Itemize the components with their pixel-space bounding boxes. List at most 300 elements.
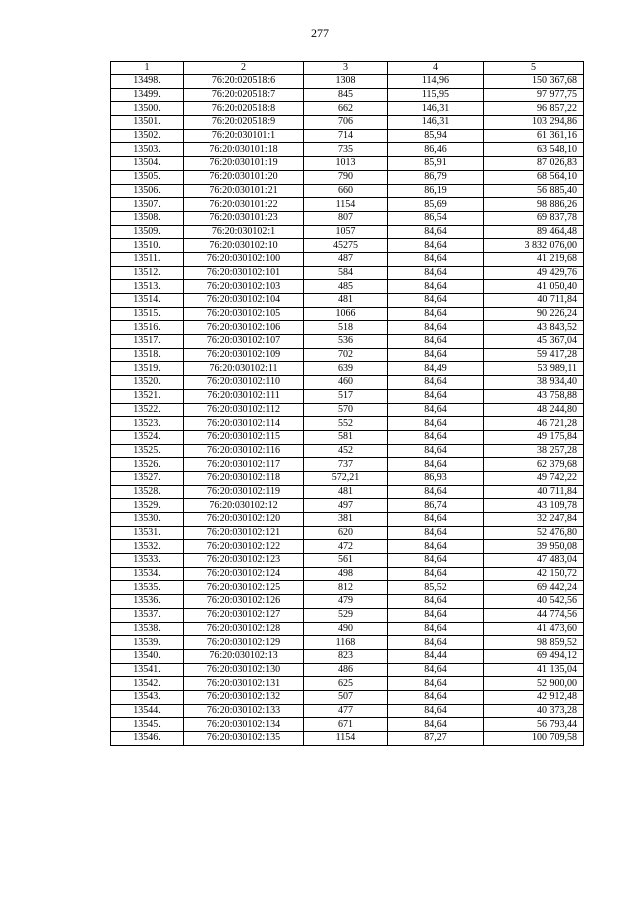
area-cell: 570 [304, 403, 388, 417]
table-row [111, 471, 584, 485]
table-row [111, 608, 584, 622]
row-number-cell: 13541. [111, 663, 184, 677]
value-cell: 96 857,22 [484, 102, 584, 116]
table-row [111, 129, 584, 143]
value-cell: 42 150,72 [484, 567, 584, 581]
value-cell: 32 247,84 [484, 513, 584, 527]
area-cell: 485 [304, 280, 388, 294]
cadastral-number-cell: 76:20:030102:130 [184, 663, 304, 677]
area-cell: 671 [304, 718, 388, 732]
cadastral-number-cell: 76:20:030102:119 [184, 485, 304, 499]
area-cell: 561 [304, 554, 388, 568]
row-number-cell: 13533. [111, 554, 184, 568]
cadastral-number-cell: 76:20:030102:120 [184, 513, 304, 527]
cadastral-number-cell: 76:20:030101:21 [184, 184, 304, 198]
row-number-cell: 13515. [111, 307, 184, 321]
table-row [111, 663, 584, 677]
rate-cell: 84,64 [388, 348, 484, 362]
column-header-5: 5 [484, 62, 584, 75]
value-cell: 69 494,12 [484, 649, 584, 663]
table-row [111, 622, 584, 636]
table-row [111, 444, 584, 458]
row-number-cell: 13518. [111, 348, 184, 362]
column-header-2: 2 [184, 62, 304, 75]
area-cell: 660 [304, 184, 388, 198]
rate-cell: 84,64 [388, 718, 484, 732]
cadastral-number-cell: 76:20:030102:118 [184, 471, 304, 485]
table-row [111, 348, 584, 362]
rate-cell: 86,54 [388, 211, 484, 225]
table-row [111, 513, 584, 527]
area-cell: 812 [304, 581, 388, 595]
rate-cell: 84,64 [388, 430, 484, 444]
row-number-cell: 13509. [111, 225, 184, 239]
cadastral-number-cell: 76:20:030102:131 [184, 677, 304, 691]
area-cell: 481 [304, 485, 388, 499]
rate-cell: 84,64 [388, 636, 484, 650]
table-row [111, 184, 584, 198]
rate-cell: 84,64 [388, 690, 484, 704]
row-number-cell: 13544. [111, 704, 184, 718]
cadastral-number-cell: 76:20:030102:128 [184, 622, 304, 636]
area-cell: 529 [304, 608, 388, 622]
area-cell: 790 [304, 170, 388, 184]
row-number-cell: 13508. [111, 211, 184, 225]
value-cell: 103 294,86 [484, 116, 584, 130]
value-cell: 90 226,24 [484, 307, 584, 321]
cadastral-number-cell: 76:20:030102:116 [184, 444, 304, 458]
value-cell: 40 711,84 [484, 294, 584, 308]
row-number-cell: 13510. [111, 239, 184, 253]
rate-cell: 84,64 [388, 622, 484, 636]
area-cell: 477 [304, 704, 388, 718]
area-cell: 518 [304, 321, 388, 335]
table-row [111, 294, 584, 308]
cadastral-number-cell: 76:20:020518:8 [184, 102, 304, 116]
table-row [111, 417, 584, 431]
rate-cell: 84,64 [388, 294, 484, 308]
cadastral-number-cell: 76:20:030102:127 [184, 608, 304, 622]
area-cell: 490 [304, 622, 388, 636]
cadastral-number-cell: 76:20:030102:101 [184, 266, 304, 280]
cadastral-number-cell: 76:20:030102:107 [184, 335, 304, 349]
cadastral-number-cell: 76:20:030102:104 [184, 294, 304, 308]
cadastral-number-cell: 76:20:030101:22 [184, 198, 304, 212]
area-cell: 620 [304, 526, 388, 540]
table-row [111, 75, 584, 89]
rate-cell: 86,46 [388, 143, 484, 157]
cadastral-number-cell: 76:20:030101:20 [184, 170, 304, 184]
rate-cell: 84,64 [388, 444, 484, 458]
area-cell: 381 [304, 513, 388, 527]
value-cell: 41 135,04 [484, 663, 584, 677]
rate-cell: 146,31 [388, 116, 484, 130]
value-cell: 41 473,60 [484, 622, 584, 636]
value-cell: 49 175,84 [484, 430, 584, 444]
cadastral-number-cell: 76:20:030102:105 [184, 307, 304, 321]
row-number-cell: 13523. [111, 417, 184, 431]
cadastral-number-cell: 76:20:030102:123 [184, 554, 304, 568]
table-row [111, 362, 584, 376]
rate-cell: 84,64 [388, 540, 484, 554]
table-row [111, 225, 584, 239]
row-number-cell: 13525. [111, 444, 184, 458]
row-number-cell: 13538. [111, 622, 184, 636]
rate-cell: 84,44 [388, 649, 484, 663]
value-cell: 41 219,68 [484, 252, 584, 266]
rate-cell: 86,19 [388, 184, 484, 198]
row-number-cell: 13528. [111, 485, 184, 499]
row-number-cell: 13537. [111, 608, 184, 622]
cadastral-number-cell: 76:20:030102:106 [184, 321, 304, 335]
rate-cell: 84,49 [388, 362, 484, 376]
rate-cell: 84,64 [388, 280, 484, 294]
cadastral-number-cell: 76:20:030101:1 [184, 129, 304, 143]
area-cell: 1308 [304, 75, 388, 89]
table-row [111, 554, 584, 568]
value-cell: 69 442,24 [484, 581, 584, 595]
area-cell: 662 [304, 102, 388, 116]
value-cell: 40 373,28 [484, 704, 584, 718]
cadastral-number-cell: 76:20:030102:100 [184, 252, 304, 266]
cadastral-number-cell: 76:20:030102:112 [184, 403, 304, 417]
row-number-cell: 13545. [111, 718, 184, 732]
rate-cell: 84,64 [388, 567, 484, 581]
value-cell: 43 109,78 [484, 499, 584, 513]
table-row [111, 403, 584, 417]
row-number-cell: 13527. [111, 471, 184, 485]
row-number-cell: 13534. [111, 567, 184, 581]
column-header-1: 1 [111, 62, 184, 75]
area-cell: 479 [304, 595, 388, 609]
row-number-cell: 13543. [111, 690, 184, 704]
value-cell: 97 977,75 [484, 88, 584, 102]
table-row [111, 321, 584, 335]
table-row [111, 170, 584, 184]
table-row [111, 389, 584, 403]
value-cell: 52 476,80 [484, 526, 584, 540]
table-row [111, 335, 584, 349]
area-cell: 497 [304, 499, 388, 513]
row-number-cell: 13500. [111, 102, 184, 116]
table-row [111, 540, 584, 554]
row-number-cell: 13542. [111, 677, 184, 691]
value-cell: 43 758,88 [484, 389, 584, 403]
row-number-cell: 13499. [111, 88, 184, 102]
value-cell: 43 843,52 [484, 321, 584, 335]
cadastral-number-cell: 76:20:030102:132 [184, 690, 304, 704]
value-cell: 38 257,28 [484, 444, 584, 458]
area-cell: 737 [304, 458, 388, 472]
rate-cell: 84,64 [388, 266, 484, 280]
rate-cell: 84,64 [388, 608, 484, 622]
cadastral-number-cell: 76:20:020518:9 [184, 116, 304, 130]
cadastral-number-cell: 76:20:030101:23 [184, 211, 304, 225]
row-number-cell: 13539. [111, 636, 184, 650]
row-number-cell: 13524. [111, 430, 184, 444]
table-row [111, 458, 584, 472]
table-row [111, 252, 584, 266]
rate-cell: 84,64 [388, 252, 484, 266]
area-cell: 735 [304, 143, 388, 157]
cadastral-number-cell: 76:20:030101:19 [184, 157, 304, 171]
table-row [111, 211, 584, 225]
table-row [111, 376, 584, 390]
row-number-cell: 13514. [111, 294, 184, 308]
row-number-cell: 13546. [111, 732, 184, 746]
area-cell: 572,21 [304, 471, 388, 485]
row-number-cell: 13521. [111, 389, 184, 403]
table-row [111, 239, 584, 253]
area-cell: 472 [304, 540, 388, 554]
cadastral-number-cell: 76:20:030102:122 [184, 540, 304, 554]
cadastral-number-cell: 76:20:030102:103 [184, 280, 304, 294]
row-number-cell: 13513. [111, 280, 184, 294]
area-cell: 517 [304, 389, 388, 403]
row-number-cell: 13507. [111, 198, 184, 212]
table-row [111, 526, 584, 540]
value-cell: 40 542,56 [484, 595, 584, 609]
area-cell: 823 [304, 649, 388, 663]
column-header-4: 4 [388, 62, 484, 75]
area-cell: 45275 [304, 239, 388, 253]
cadastral-number-cell: 76:20:030102:135 [184, 732, 304, 746]
value-cell: 63 548,10 [484, 143, 584, 157]
value-cell: 52 900,00 [484, 677, 584, 691]
table-row [111, 499, 584, 513]
rate-cell: 115,95 [388, 88, 484, 102]
table-row [111, 266, 584, 280]
table-row [111, 280, 584, 294]
table-row [111, 88, 584, 102]
area-cell: 1013 [304, 157, 388, 171]
row-number-cell: 13506. [111, 184, 184, 198]
rate-cell: 84,64 [388, 321, 484, 335]
rate-cell: 84,64 [388, 513, 484, 527]
table-row [111, 732, 584, 746]
value-cell: 62 379,68 [484, 458, 584, 472]
table-row [111, 677, 584, 691]
table-row [111, 307, 584, 321]
row-number-cell: 13511. [111, 252, 184, 266]
area-cell: 460 [304, 376, 388, 390]
value-cell: 45 367,04 [484, 335, 584, 349]
value-cell: 150 367,68 [484, 75, 584, 89]
column-header-3: 3 [304, 62, 388, 75]
rate-cell: 84,64 [388, 417, 484, 431]
row-number-cell: 13535. [111, 581, 184, 595]
value-cell: 40 711,84 [484, 485, 584, 499]
rate-cell: 84,64 [388, 225, 484, 239]
table-row [111, 198, 584, 212]
rate-cell: 84,64 [388, 376, 484, 390]
cadastral-number-cell: 76:20:030102:115 [184, 430, 304, 444]
cadastral-number-cell: 76:20:030102:124 [184, 567, 304, 581]
area-cell: 1066 [304, 307, 388, 321]
cadastral-number-cell: 76:20:020518:7 [184, 88, 304, 102]
rate-cell: 84,64 [388, 595, 484, 609]
rate-cell: 84,64 [388, 485, 484, 499]
row-number-cell: 13540. [111, 649, 184, 663]
table-row [111, 690, 584, 704]
cadastral-number-cell: 76:20:030102:13 [184, 649, 304, 663]
row-number-cell: 13498. [111, 75, 184, 89]
value-cell: 44 774,56 [484, 608, 584, 622]
cadastral-number-cell: 76:20:030101:18 [184, 143, 304, 157]
rate-cell: 146,31 [388, 102, 484, 116]
area-cell: 507 [304, 690, 388, 704]
rate-cell: 84,64 [388, 526, 484, 540]
rate-cell: 114,96 [388, 75, 484, 89]
area-cell: 1168 [304, 636, 388, 650]
value-cell: 41 050,40 [484, 280, 584, 294]
table-row [111, 102, 584, 116]
area-cell: 498 [304, 567, 388, 581]
value-cell: 46 721,28 [484, 417, 584, 431]
cadastral-number-cell: 76:20:030102:117 [184, 458, 304, 472]
value-cell: 49 429,76 [484, 266, 584, 280]
cadastral-number-cell: 76:20:020518:6 [184, 75, 304, 89]
rate-cell: 84,64 [388, 458, 484, 472]
table-row [111, 595, 584, 609]
area-cell: 625 [304, 677, 388, 691]
cadastral-number-cell: 76:20:030102:133 [184, 704, 304, 718]
value-cell: 59 417,28 [484, 348, 584, 362]
row-number-cell: 13501. [111, 116, 184, 130]
table-row [111, 143, 584, 157]
cadastral-number-cell: 76:20:030102:111 [184, 389, 304, 403]
rate-cell: 84,64 [388, 677, 484, 691]
rate-cell: 84,64 [388, 403, 484, 417]
row-number-cell: 13530. [111, 513, 184, 527]
value-cell: 98 886,26 [484, 198, 584, 212]
value-cell: 48 244,80 [484, 403, 584, 417]
area-cell: 487 [304, 252, 388, 266]
table-row [111, 430, 584, 444]
row-number-cell: 13504. [111, 157, 184, 171]
area-cell: 552 [304, 417, 388, 431]
row-number-cell: 13502. [111, 129, 184, 143]
table-row [111, 636, 584, 650]
rate-cell: 84,64 [388, 239, 484, 253]
cadastral-number-cell: 76:20:030102:125 [184, 581, 304, 595]
area-cell: 714 [304, 129, 388, 143]
data-table [110, 61, 584, 746]
row-number-cell: 13517. [111, 335, 184, 349]
value-cell: 56 793,44 [484, 718, 584, 732]
rate-cell: 84,64 [388, 663, 484, 677]
row-number-cell: 13505. [111, 170, 184, 184]
row-number-cell: 13516. [111, 321, 184, 335]
value-cell: 69 837,78 [484, 211, 584, 225]
cadastral-number-cell: 76:20:030102:10 [184, 239, 304, 253]
rate-cell: 86,93 [388, 471, 484, 485]
area-cell: 702 [304, 348, 388, 362]
row-number-cell: 13531. [111, 526, 184, 540]
value-cell: 87 026,83 [484, 157, 584, 171]
rate-cell: 87,27 [388, 732, 484, 746]
header-row [111, 62, 584, 75]
cadastral-number-cell: 76:20:030102:121 [184, 526, 304, 540]
area-cell: 452 [304, 444, 388, 458]
table-row [111, 704, 584, 718]
rate-cell: 85,52 [388, 581, 484, 595]
table-body [111, 75, 584, 746]
area-cell: 807 [304, 211, 388, 225]
value-cell: 61 361,16 [484, 129, 584, 143]
table-row [111, 718, 584, 732]
table-row [111, 649, 584, 663]
area-cell: 845 [304, 88, 388, 102]
row-number-cell: 13519. [111, 362, 184, 376]
value-cell: 42 912,48 [484, 690, 584, 704]
table-row [111, 157, 584, 171]
area-cell: 536 [304, 335, 388, 349]
value-cell: 53 989,11 [484, 362, 584, 376]
value-cell: 56 885,40 [484, 184, 584, 198]
rate-cell: 85,94 [388, 129, 484, 143]
area-cell: 1057 [304, 225, 388, 239]
area-cell: 584 [304, 266, 388, 280]
value-cell: 38 934,40 [484, 376, 584, 390]
value-cell: 39 950,08 [484, 540, 584, 554]
value-cell: 100 709,58 [484, 732, 584, 746]
area-cell: 639 [304, 362, 388, 376]
value-cell: 3 832 076,00 [484, 239, 584, 253]
row-number-cell: 13532. [111, 540, 184, 554]
area-cell: 1154 [304, 732, 388, 746]
area-cell: 1154 [304, 198, 388, 212]
table-row [111, 567, 584, 581]
area-cell: 481 [304, 294, 388, 308]
area-cell: 486 [304, 663, 388, 677]
row-number-cell: 13520. [111, 376, 184, 390]
rate-cell: 84,64 [388, 554, 484, 568]
table-row [111, 116, 584, 130]
table-row [111, 581, 584, 595]
value-cell: 89 464,48 [484, 225, 584, 239]
rate-cell: 84,64 [388, 335, 484, 349]
rate-cell: 84,64 [388, 389, 484, 403]
rate-cell: 86,79 [388, 170, 484, 184]
value-cell: 47 483,04 [484, 554, 584, 568]
value-cell: 49 742,22 [484, 471, 584, 485]
row-number-cell: 13529. [111, 499, 184, 513]
rate-cell: 85,91 [388, 157, 484, 171]
row-number-cell: 13536. [111, 595, 184, 609]
area-cell: 581 [304, 430, 388, 444]
area-cell: 706 [304, 116, 388, 130]
rate-cell: 84,64 [388, 307, 484, 321]
cadastral-number-cell: 76:20:030102:134 [184, 718, 304, 732]
row-number-cell: 13522. [111, 403, 184, 417]
row-number-cell: 13512. [111, 266, 184, 280]
cadastral-number-cell: 76:20:030102:11 [184, 362, 304, 376]
value-cell: 98 859,52 [484, 636, 584, 650]
cadastral-number-cell: 76:20:030102:126 [184, 595, 304, 609]
rate-cell: 86,74 [388, 499, 484, 513]
value-cell: 68 564,10 [484, 170, 584, 184]
cadastral-number-cell: 76:20:030102:109 [184, 348, 304, 362]
table-row [111, 485, 584, 499]
rate-cell: 85,69 [388, 198, 484, 212]
page-number: 277 [311, 26, 329, 40]
cadastral-number-cell: 76:20:030102:110 [184, 376, 304, 390]
row-number-cell: 13503. [111, 143, 184, 157]
cadastral-number-cell: 76:20:030102:129 [184, 636, 304, 650]
cadastral-number-cell: 76:20:030102:114 [184, 417, 304, 431]
rate-cell: 84,64 [388, 704, 484, 718]
